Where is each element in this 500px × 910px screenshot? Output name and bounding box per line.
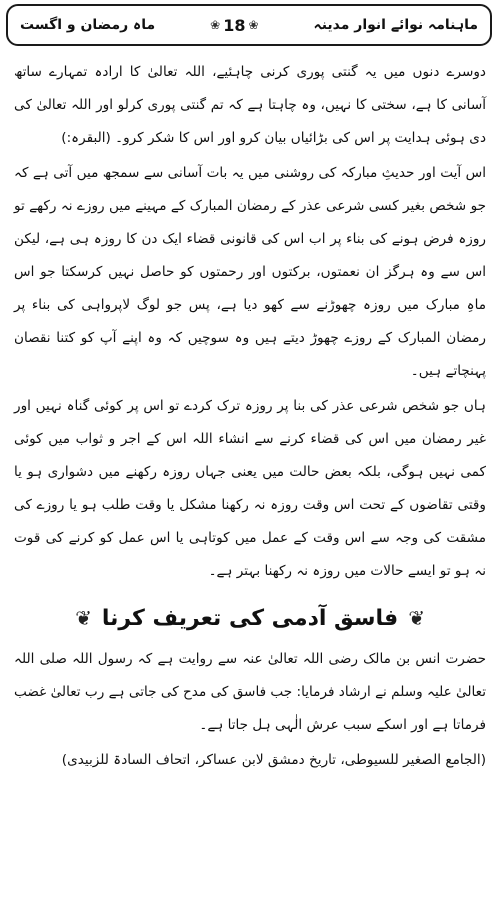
heading-ornament-left-icon: ❦ <box>75 606 92 630</box>
page-number: 18 <box>223 15 246 35</box>
heading-ornament-right-icon: ❦ <box>408 606 425 630</box>
reference-text: (الجامع الصغیر للسیوطی، تاریخ دمشق لابن عساکر، اتحاف السادۃ للزبیدی) <box>61 752 486 768</box>
paragraph-2: اس آیت اور حدیثِ مبارکہ کی روشنی میں یہ بات آسانی سے سمجھ میں آتی ہے کہ جو شخص بغیر کسی شرعی عذر کے رمضان المبارک کے مہینے میں روزے نہ رکھے تو روزہ فرض ہونے کی بناء پر اب اس کی قانونی قضاء ایک دن کا روزہ ہی ہے، لیکن اس سے وہ ہرگز ان نعمتوں، برکتوں اور رحمتوں کو حاصل نہیں کرسکتا جو اس ماہِ مبارک میں روزہ چھوڑنے سے کھو دیا ہے، پس جو لوگ لاپرواہی کی بناء پر رمضان المبارک کے روزے چھوڑ دیتے ہیں وہ سوچیں کہ وہ اپنے آپ کو کتنا نقصان پہنچاتے ہیں۔ <box>14 165 486 379</box>
paragraph-3: ہاں جو شخص شرعی عذر کی بنا پر روزہ ترک کردے تو اس پر کوئی گناہ نہیں اور غیر رمضان میں اس کی قضاء کرنے سے انشاء اللہ اس کے اجر و ثواب میں کوئی کمی نہیں ہوگی، بلکہ بعض حالت میں یعنی جہاں روزہ رکھنے میں دشواری ہو یا وقتی تقاضوں کے تحت اس وقت روزہ نہ رکھنا مشکل یا وقت طلب ہو یا روزے کی مشقت کی وجہ سے اس وقت کے عمل میں کوتاہی یا اس عمل کو کرنے کی قوت نہ ہو تو ایسے حالات میں روزہ نہ رکھنا بہتر ہے۔ <box>14 398 486 579</box>
magazine-title: ماہنامہ نوائے انوار مدینہ <box>313 17 478 33</box>
section-heading <box>14 602 486 635</box>
page-number-box <box>210 16 258 35</box>
article-body <box>14 56 486 779</box>
paragraph-1: دوسرے دنوں میں یہ گنتی پوری کرنی چاہئیے، اللہ تعالیٰ کا ارادہ تمہارے ساتھ آسانی کا ہے، سختی کا نہیں، وہ چاہتا ہے کہ تم گنتی پوری کرلو اور اللہ تعالیٰ کی دی ہوئی ہدایت پر اس کی بڑائیاں بیان کرو اور اس کا شکر کرو۔ (البقرہ:) <box>14 64 486 146</box>
page-header <box>6 4 492 46</box>
left-ornament-icon: ❀ <box>248 18 259 32</box>
hadith-paragraph: حضرت انس بن مالک رضی اللہ تعالیٰ عنہ سے روایت ہے کہ رسول اللہ صلی اللہ تعالیٰ علیہ وسلم نے ارشاد فرمایا: جب فاسق کی مدح کی جاتی ہے رب تعالیٰ غضب فرماتا ہے اور اسکے سبب عرش الٰہی ہل جاتا ہے۔ <box>14 651 486 733</box>
right-ornament-icon: ❀ <box>210 18 221 32</box>
issue-title: ماہ رمضان و اگست <box>20 17 156 33</box>
section-heading-text: فاسق آدمی کی تعریف کرنا <box>101 606 399 631</box>
